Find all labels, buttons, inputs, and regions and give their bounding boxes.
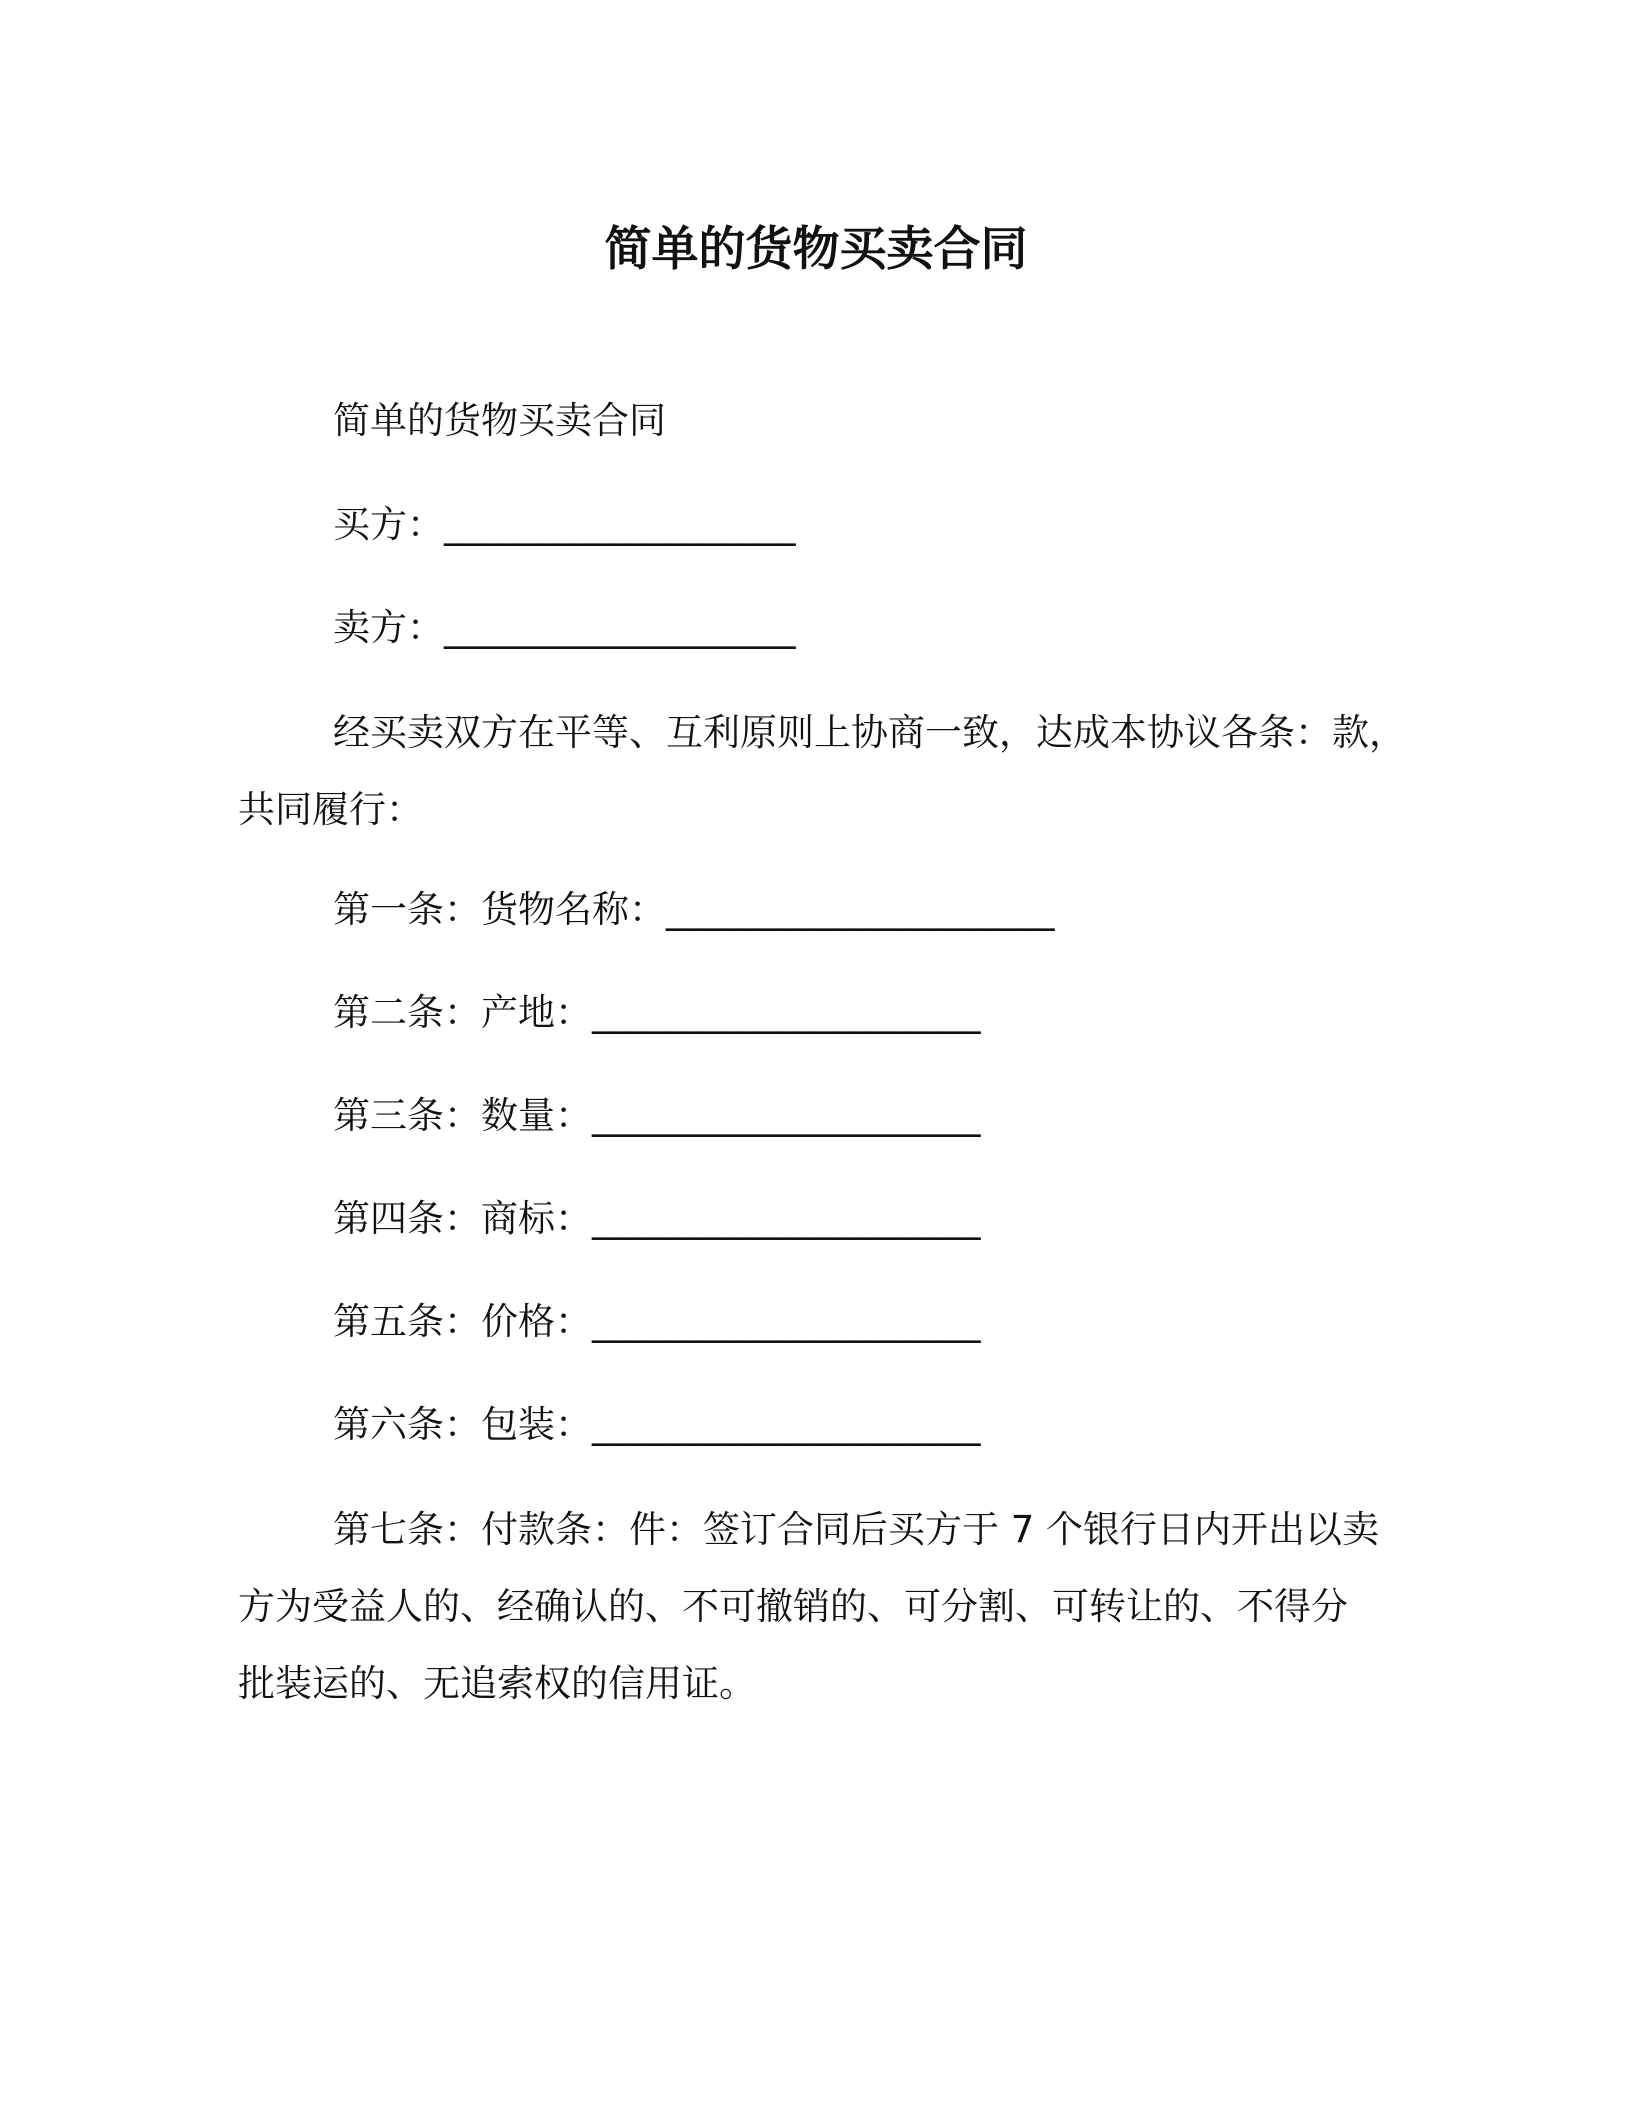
subtitle: 简单的货物买卖合同 [333,399,666,442]
intro-line-1: 经买卖双方在平等、互利原则上协商一致，达成本协议各条：款， [333,711,1406,754]
article-5: 第五条：价格：_____________________ [333,1300,981,1343]
article-7-line-1: 第七条：付款条：件：签订合同后买方于 7 个银行日内开出以卖 [333,1508,1380,1551]
article-4: 第四条：商标：_____________________ [333,1197,981,1240]
seller-line: 卖方：___________________ [333,606,796,649]
document-title: 简单的货物买卖合同 [604,222,1028,277]
article-6: 第六条：包装：_____________________ [333,1403,981,1446]
article-1: 第一条：货物名称：_____________________ [333,888,1055,931]
article-2: 第二条：产地：_____________________ [333,991,981,1034]
article-7-line-3: 批装运的、无追索权的信用证。 [238,1662,756,1705]
buyer-line: 买方：___________________ [333,503,796,546]
intro-paragraph [238,694,1418,848]
article-3: 第三条：数量：_____________________ [333,1094,981,1137]
intro-line-2: 共同履行： [238,788,423,831]
article-7-line-2: 方为受益人的、经确认的、不可撤销的、可分割、可转让的、不得分 [238,1585,1348,1628]
article-7-paragraph [238,1491,1418,1722]
